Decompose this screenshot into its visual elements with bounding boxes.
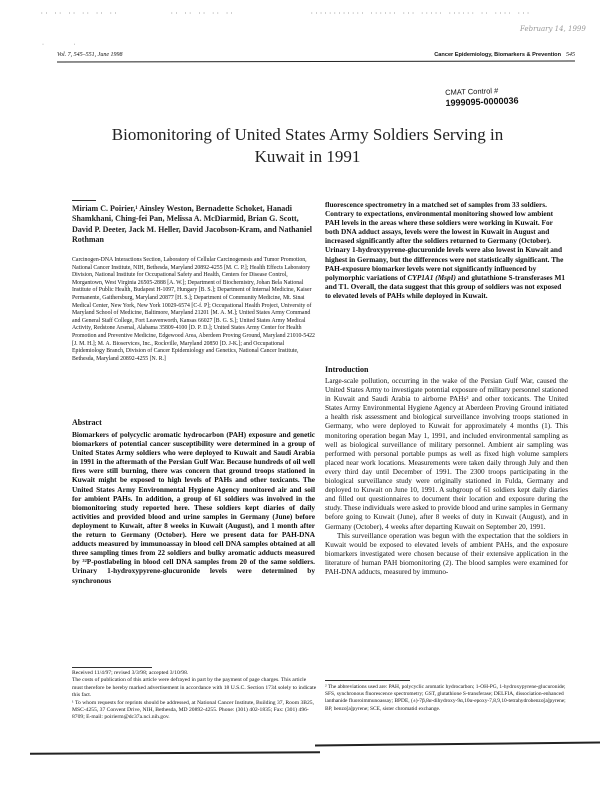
journal-volume: Vol. 7, 545–551, June 1998	[57, 52, 123, 58]
introduction-text	[325, 377, 568, 577]
author-list: Miriam C. Poirier,¹ Ainsley Weston, Bernadette Schoket, Hanadi Shamkhani, Ching-fei Pan, Melissa A. McDiarmid, Brian G. Scott, David P. Deeter, Jack M. Heller, David Jacobson-Kram, and Nathaniel Rothman	[72, 204, 312, 244]
abstract-continued	[325, 200, 568, 300]
footnote-abbreviations: ² The abbreviations used are: PAH, polycyclic aromatic hydrocarbon; 1-OH-PG, 1-hydroxypyrene-glucuronide; SFS, synchronous fluorescence spectrometry; GST, glutathione S-transferase; DELFIA, dissociation-enhanced lanthanide fluoroimmunoassay; BPDE, (±)-7β,8α-dihydroxy-9α,10α-epoxy-7,8,9,10-tetrahydrobenzo[a]pyrene; BP, benzo[a]pyrene; SCE, sister chromatid exchange.	[325, 684, 566, 712]
footnotes-left	[72, 670, 317, 722]
journal-name: Cancer Epidemiology, Biomarkers & Prevention	[434, 52, 561, 58]
gene-name: CYP1A1 (MspI)	[407, 272, 456, 282]
abstract-continued-b: and glutathione S-transferases M1 and T1. Overall, the data suggest that this group of soldiers was not exposed to elevated levels of PAHs while deployed in Kuwait.	[325, 272, 566, 300]
page-number: 545	[566, 52, 575, 58]
footnote-rule-left	[72, 667, 152, 668]
abstract-heading: Abstract	[72, 418, 102, 427]
introduction-heading: Introduction	[325, 365, 369, 374]
fax-header-left: ·· ·· ·· ·· ·· ··	[40, 10, 119, 17]
affiliations: Carcinogen-DNA Interactions Section, Laboratory of Cellular Carcinogenesis and Tumor Promotion, National Cancer Institute, NIH, Bethesda, Maryland 20892-4255 [M. C. P.]; Health Effects Laboratory Division, National Institute for Occupational Safety and Health, Centers for Disease Control, Morgantown, West Virginia 26505-2888 [A. W.]; Department of Biochemistry, Johan Bela National Institute of Public Health, Budapest H-1097, Hungary [B. S.]; Department of Internal Medicine, Kaiser Permanente, Gaithersburg, Maryland 20877 [H. S.]; Department of Community Medicine, Mt. Sinai Medical Center, New York, New York 10029-6574 [C-f. P]; Occupational Health Project, University of Maryland School of Medicine, Baltimore, Maryland 21201 [M. A. M.]; United States Army Command and General Staff College, Fort Leavenworth, Kansas 66027 [B. G. S.]; United States Army Medical Activity, Redstone Arsenal, Alabama 35809-4100 [D. P. D.]; United States Army Center for Health Promotion and Preventive Medicine, Edgewood Area, Aberdeen Proving Ground, Maryland 21010-5422 [J. M. H.]; M. A. Bioservices, Inc., Rockville, Maryland 20850 [D. J-K.]; and Occupational Epidemiology Branch, Division of Cancer Epidemiology and Genetics, National Cancer Institute, Bethesda, Maryland 20892-4255 [N. R.]	[72, 257, 315, 362]
fax-header-middle: ·· ·· ·· ·· ··	[170, 10, 235, 17]
article-title: Biomonitoring of United States Army Soldiers Serving in Kuwait in 1991	[111, 125, 504, 166]
cmat-label: CMAT Control #	[445, 86, 499, 97]
scan-edge-left	[30, 751, 320, 755]
abstract-continued-a: fluorescence spectrometry in a matched set of samples from 33 soldiers. Contrary to expectations, environmental monitoring showed low ambient PAH levels in the areas where these soldiers were working in Kuwait. For both DNA adduct assays, levels were the lowest in Kuwait in August and increased significantly after the soldiers returned to Germany (October). Urinary 1-hydroxypyrene-glucuronide levels were also lowest in Kuwait and highest in Germany, but the differences were not statistically significant. The PAH-exposure biomarker levels were not significantly influenced by polymorphic variations of	[325, 200, 564, 282]
footnote-rule-right	[325, 680, 410, 681]
fax-header-right: ············ ······ ··· ····· ······ ·· ···· ···	[310, 10, 531, 17]
introduction-paragraph-1: Large-scale pollution, occurring in the wake of the Persian Gulf War, caused the United States Army to investigate potential exposure of military personnel stationed in Kuwait and Saudi Arabia to airborne PAHs² and other toxicants. The United States Army Environmental Hygiene Agency at Aberdeen Proving Ground initiated a health risk assessment and biological surveillance involving troops stationed in Germany, who were deployed to Kuwait for approximately 4 months (1). This monitoring operation began May 1, 1991, and included environmental sampling as well as biological surveillance of military personnel. Ambient air sampling was performed with personal portable pumps as well as fixed high volume samplers placed near work locations. Measurements were taken daily through July and then every third day until December of 1991. The 2300 troops participating in the biological surveillance study were originally stationed in Fulda, Germany and deployed to Kuwait on June 10, 1991. A subgroup of 61 soldiers kept daily diaries and filled out questionnaires to document their location and exposure during the study. These individuals were asked to provide blood and urine samples in Germany before going to Kuwait (June), after 8 weeks of duty in Kuwait (August), and in Germany (October), 4 weeks after departing Kuwait on September 20, 1991.	[325, 377, 568, 531]
introduction-paragraph-2: This surveillance operation was begun with the expectation that the soldiers in Kuwait would be exposed to elevated levels of ambient PAHs, and the exposure biomarkers investigated were chosen because of their extensive application in the literature of human PAH biomonitoring (2). The blood samples were examined for PAH-DNA adducts, measured by immuno-	[325, 531, 568, 576]
handwritten-date: February 14, 1999	[520, 25, 586, 33]
cmat-stamp	[445, 85, 519, 108]
authors-rule	[72, 200, 96, 201]
scan-marks: · ·	[42, 42, 90, 48]
scan-edge-right	[315, 742, 600, 747]
abstract-text: Biomarkers of polycyclic aromatic hydrocarbon (PAH) exposure and genetic biomarkers of potential cancer susceptibility were determined in a group of United States Army soldiers who were deployed to Kuwait and Saudi Arabia in 1991 in the aftermath of the Persian Gulf War. Because hundreds of oil well fires were still burning, there was concern that ground troops stationed in Kuwait might be exposed to high levels of PAHs and other toxicants. The United States Army Environmental Hygiene Agency monitored air and soil for ambient PAHs. In addition, a group of 61 soldiers was involved in the biomonitoring study reported here. These soldiers kept diaries of daily activities and provided blood and urine samples in Germany (June) before deployment to Kuwait, after 8 weeks in Kuwait (August), and 1 month after the return to Germany (October). Here we present data for PAH-DNA adducts measured by immunoassay in blood cell DNA samples obtained at all three sampling times from 22 soldiers and bulky aromatic adducts measured by ³²P-postlabeling in blood cell DNA samples from 20 of the same soldiers. Urinary 1-hydroxypyrene-glucuronide levels were determined by synchronous	[72, 430, 315, 585]
cmat-number: 1999095-0000036	[445, 95, 519, 108]
footnote-received: Received 11/4/97; revised 3/3/98; accepted 3/10/98.	[72, 670, 189, 676]
footnote-costs: The costs of publication of this article were defrayed in part by the payment of page charges. This article must therefore be hereby marked advertisement in accordance with 18 U.S.C. Section 1734 solely to indicate this fact.	[72, 677, 317, 699]
header-rule	[57, 61, 575, 63]
footnote-reprints: ¹ To whom requests for reprints should be addressed, at National Cancer Institute, Building 37, Room 3B25, MSC-4255, 37 Convent Drive, NIH, Bethesda, MD 20892-4255. Phone: (301) 402-1835; Fax: (301) 496-8709; E-mail: poirierm@dc37a.nci.nih.gov.	[72, 699, 314, 721]
